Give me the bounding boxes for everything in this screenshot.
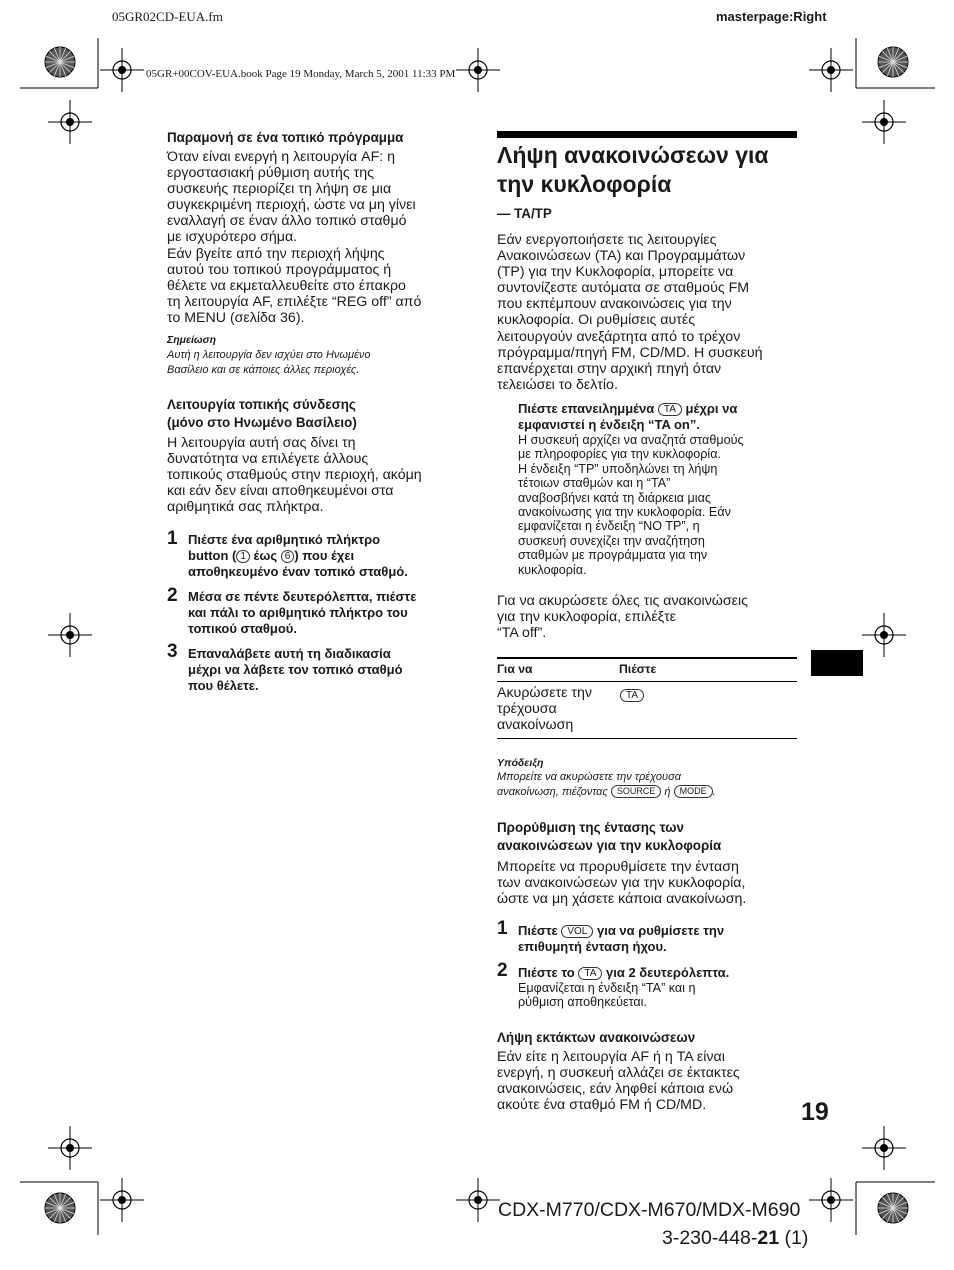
hint-text: Μπορείτε να ακυρώσετε την τρέχουσα ανακοίνωση, πιέζοντας SOURCE ή MODE . — [497, 771, 716, 798]
step-number: 3 — [167, 641, 178, 662]
section-title-local-program: Παραμονή σε ένα τοπικό πρόγραμμα — [167, 130, 404, 145]
table-bottom-rule — [497, 738, 797, 739]
note-text: Αυτή η λειτουργία δεν ισχύει στο Ηνωμένο Βασίλειο και σε κάποιες άλλες περιοχές. — [167, 349, 371, 376]
book-info: 05GR+00COV-EUA.book Page 19 Monday, March 5, 2001 11:33 PM — [146, 68, 456, 80]
step-text: Πιέστε ένα αριθμητικό πλήκτρο button ( 1 έως 6 ) που έχει αποθηκευμένο έναν τοπικό σταθμό. — [188, 532, 408, 580]
model-number: CDX-M770/CDX-M670/MDX-M690 — [498, 1199, 801, 1221]
page-title: Λήψη ανακοινώσεων για την κυκλοφορία — [497, 142, 769, 197]
step-text: Πιέστε VOL για να ρυθμίσετε την επιθυμητή ένταση ήχου. — [518, 923, 725, 955]
ta-key: TA — [658, 403, 682, 416]
section-body-local-link: Η λειτουργία αυτή σας δίνει τη δυνατότητα να επιλέγετε άλλους τοπικούς σταθμούς στην περιοχή, ακόμη και εάν δεν είναι αποθηκευμένοι στα αριθμητικά σας πλήκτρα. — [167, 435, 422, 516]
intro-text: Εάν ενεργοποιήσετε τις λειτουργίες Ανακοινώσεων (TA) και Προγραμμάτων (TP) για την Κυκλοφορία, μπορείτε να συντονίζεστε αυτόματα σε σταθμούς FM που εκπέμπουν ανακοινώσεις για την κυκλοφορία. Οι ρυθμίσεις αυτές λειτουργούν ανεξάρτητα από το τρέχον πρόγραμμα/πηγή FM, CD/MD. Η συσκευή επανέρχεται στην αρχική πηγή όταν τελειώσει το δελτίο. — [497, 232, 763, 393]
step-number: 2 — [497, 960, 508, 981]
section-title-emergency: Λήψη εκτάκτων ανακοινώσεων — [497, 1030, 696, 1045]
source-key: SOURCE — [611, 785, 662, 798]
section-title-local-link: Λειτουργία τοπικής σύνδεσης (μόνο στο Ηνωμένο Βασίλειο) — [167, 397, 357, 430]
section-body-emergency: Εάν είτε η λειτουργία AF ή η TA είναι ενεργή, η συσκευή αλλάζει σε έκτακτες ανακοινώσεις, εάν ληφθεί κάποια ενώ ακούτε ένα σταθμό FM ή CD/MD. — [497, 1049, 740, 1114]
section-tab — [811, 650, 863, 676]
section-body-local-program: Όταν είναι ενεργή η λειτουργία AF: η εργοστασιακή ρύθμιση αυτής της συσκευής περιορίζει τη λήψη σε μια συγκεκριμένη περιοχή, ώστε να μη γίνει εναλλαγή σε έναν άλλο τοπικό σταθμό με ισχυρότερο σήμα. Εάν βγείτε από την περιοχή λήψης αυτού του τοπικού προγράμματος ή θέλετε να εκμεταλλευθείτε στο έπακρο τη λειτουργία AF, επιλέξτε “REG off” από το MENU (σελίδα 36). — [167, 149, 422, 326]
step-text: Μέσα σε πέντε δευτερόλεπτα, πιέστε και πάλι το αριθμητικό πλήκτρο του τοπικού σταθμού. — [188, 589, 417, 637]
ta-key: TA — [578, 967, 602, 980]
preset-key-1: 1 — [236, 550, 250, 563]
section-title-volume: Προρύθμιση της έντασης των ανακοινώσεων για την κυκλοφορία — [497, 820, 722, 853]
instruction-ta: Πιέστε επανειλημμένα TA μέχρι να εμφανιστεί η ένδειξη “TA on”. — [518, 401, 738, 433]
table-top-rule — [497, 657, 797, 659]
title-rule — [497, 131, 797, 138]
section-body-volume: Μπορείτε να προρυθμίσετε την ένταση των ανακοινώσεων για την κυκλοφορία, ώστε να μη χάσετε κάποια ανακοίνωση. — [497, 859, 747, 908]
step-text: Πιέστε το TA για 2 δευτερόλεπτα. — [518, 965, 730, 980]
step-number: 2 — [167, 585, 178, 606]
table-header-rule — [497, 681, 797, 682]
table-row: Ακυρώσετε την τρέχουσα ανακοίνωση — [497, 685, 593, 734]
hint-label: Υπόδειξη — [497, 757, 544, 769]
table-row-key — [620, 686, 644, 704]
page-number: 19 — [801, 1098, 829, 1126]
step-text: Επαναλάβετε αυτή τη διαδικασία μέχρι να λάβετε τον τοπικό σταθμό που θέλετε. — [188, 646, 403, 694]
note-label: Σημείωση — [167, 334, 217, 346]
ta-key: TA — [620, 689, 644, 702]
cancel-text: Για να ακυρώσετε όλες τις ανακοινώσεις για την κυκλοφορία, επιλέξτε “TA off”. — [497, 593, 748, 642]
part-code: 3-230-448-21 (1) — [662, 1227, 809, 1249]
step-desc: Εμφανίζεται η ένδειξη “TA” και η ρύθμιση αποθηκεύεται. — [518, 981, 696, 1010]
table-header-for: Για να — [497, 662, 533, 676]
file-name: 05GR02CD-EUA.fm — [112, 9, 223, 24]
page-subtitle: — TA/TP — [497, 206, 552, 221]
masterpage-label: masterpage:Right — [716, 9, 827, 24]
vol-key: VOL — [561, 925, 593, 938]
instruction-ta-desc: Η συσκευή αρχίζει να αναζητά σταθμούς με πληροφορίες για την κυκλοφορία. Η ένδειξη “TP” υποδηλώνει τη λήψη τέτοιων σταθμών και η “TA” αναβοσβήνει κατά τη διάρκεια μιας ανακοίνωσης για την κυκλοφορία. Εάν εμφανίζεται η ένδειξη “NO TP”, η συσκευή συνεχίζει την αναζήτηση σταθμών με προγράμματα για την κυκλοφορία. — [518, 433, 744, 577]
preset-key-6: 6 — [281, 550, 295, 563]
step-number: 1 — [497, 918, 508, 939]
mode-key: MODE — [674, 785, 713, 798]
step-number: 1 — [167, 528, 178, 549]
table-header-press: Πιέστε — [619, 662, 657, 676]
